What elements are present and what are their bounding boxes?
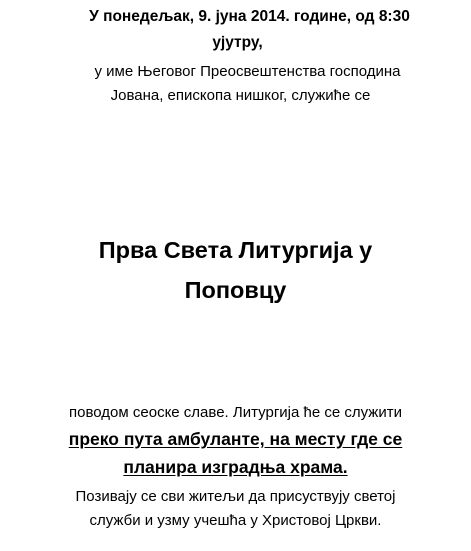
date-line-1: У понедељак, 9. јуна 2014. године, од 8:30 [89,8,410,25]
details-emphasis-line-2: планира изградња храма. [123,457,348,477]
title-line-1: Прва Света Литургија у [98,237,373,263]
intro-line-1: у име Његовог Преосвештенства господина [94,63,401,80]
details-emphasis-line-1: преко пута амбуланте, на месту где се [68,429,403,449]
invitation-line-2: служби и узму учешћа у Христовој Цркви. [89,512,382,529]
title-line-2: Поповцу [184,277,287,303]
details-line-1: поводом сеоске славе. Литургија ће се служити [69,404,402,421]
invitation-line-1: Позивају се сви житељи да присуствују светој [75,488,396,505]
intro-line-2: Јована, епископа нишког, служиће се [110,87,371,104]
date-line-2: ујутру, [212,34,263,51]
